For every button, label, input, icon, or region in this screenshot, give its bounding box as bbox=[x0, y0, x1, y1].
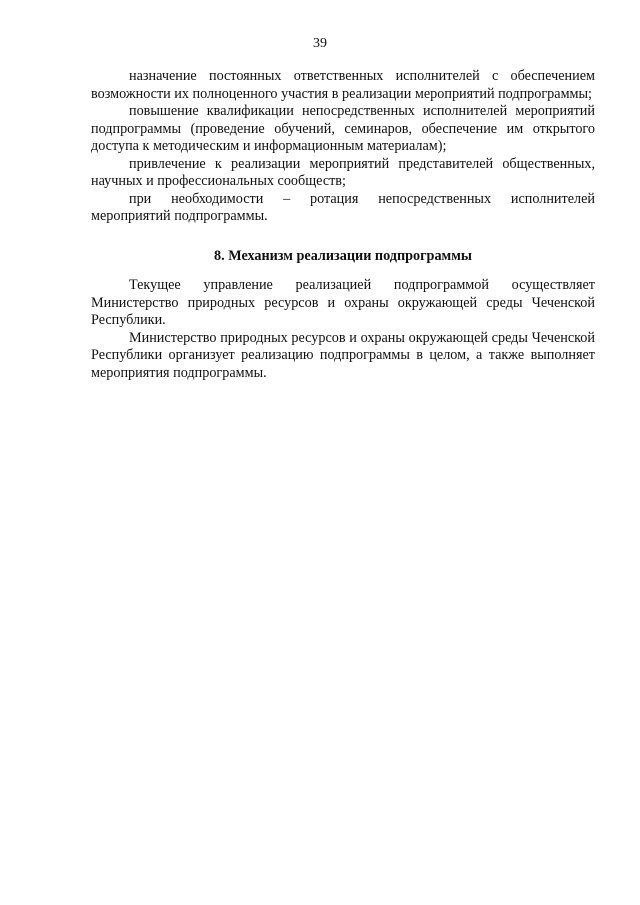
section-heading: 8. Механизм реализации подпрограммы bbox=[214, 247, 472, 264]
list-item: привлечение к реализации мероприятий представителей общественных, научных и профессиональных сообществ; bbox=[91, 155, 595, 189]
list-item: повышение квалификации непосредственных исполнителей мероприятий подпрограммы (проведение обучений, семинаров, обеспечение им открытого доступа к методическим и информационным материалам); bbox=[91, 103, 595, 154]
list-item: при необходимости – ротация непосредственных исполнителей мероприятий подпрограммы. bbox=[91, 190, 595, 224]
section-paragraph: Министерство природных ресурсов и охраны окружающей среды Чеченской Республики организует реализацию подпрограммы в целом, а также выполняет мероприятия подпрограммы. bbox=[91, 329, 595, 381]
page-number: 39 bbox=[313, 36, 327, 51]
page-content bbox=[91, 68, 595, 382]
list-item: назначение постоянных ответственных исполнителей с обеспечением возможности их полноценного участия в реализации мероприятий подпрограммы; bbox=[91, 68, 595, 102]
section-paragraph: Текущее управление реализацией подпрограммой осуществляет Министерство природных ресурсов и охраны окружающей среды Чеченской Республики. bbox=[91, 277, 595, 328]
